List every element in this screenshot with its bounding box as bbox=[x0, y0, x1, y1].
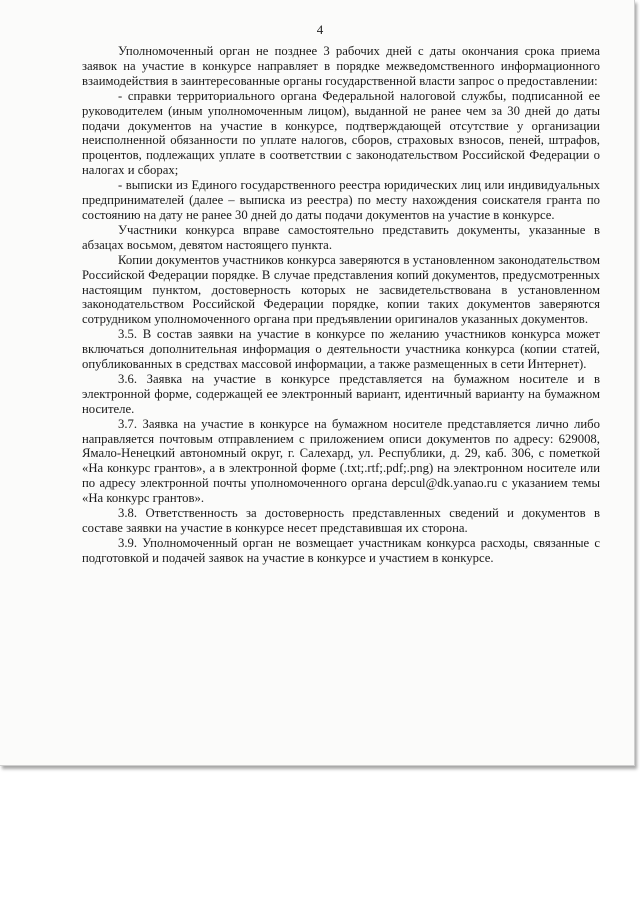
paragraph-copies-certification: Копии документов участников конкурса заверяются в установленном законодательством Российской Федерации порядке. В случае представления копий документов, предусмотренных настоящим пунктом, достоверность которых не засвидетельствована в установленном законодательством Российской Федерации порядке, копии таких документов заверяются сотрудником уполномоченного органа при предъявлении оригиналов указанных документов. bbox=[82, 252, 600, 327]
paragraph-clause-3-6: 3.6. Заявка на участие в конкурсе представляется на бумажном носителе и в электронной форме, содержащей ее электронный вариант, идентичный варианту на бумажном носителе. bbox=[82, 371, 600, 416]
paragraph-self-submission: Участники конкурса вправе самостоятельно представить документы, указанные в абзацах восьмом, девятом настоящего пункта. bbox=[82, 222, 600, 252]
document-body bbox=[82, 44, 600, 566]
paragraph-registry-extract-item: - выписки из Единого государственного реестра юридических лиц или индивидуальных предпринимателей (далее – выписка из реестра) по месту нахождения соискателя гранта по состоянию на дату не ранее 30 дней до даты подачи документов на участие в конкурсе. bbox=[82, 178, 600, 222]
paragraph-request-intro: Уполномоченный орган не позднее 3 рабочих дней с даты окончания срока приема заявок на участие в конкурсе направляет в порядке межведомственного информационного взаимодействия в заинтересованные органы государственной власти запрос о предоставлении: bbox=[82, 44, 600, 88]
paragraph-clause-3-9: 3.9. Уполномоченный орган не возмещает участникам конкурса расходы, связанные с подготовкой и подачей заявок на участие в конкурсе и участием в конкурсе. bbox=[82, 535, 600, 565]
paragraph-clause-3-7: 3.7. Заявка на участие в конкурсе на бумажном носителе представляется лично либо направляется почтовым отправлением с приложением описи документов по адресу: 629008, Ямало-Ненецкий автономный округ, г. Салехард, ул. Республики, д. 29, каб. 306, с пометкой «На конкурс грантов», а в электронной форме (.txt;.rtf;.pdf;.png) на электронном носителе или по адресу электронной почты уполномоченного органа depcul@dk.yanao.ru с указанием темы «На конкурс грантов». bbox=[82, 416, 600, 506]
paragraph-tax-certificate-item: - справки территориального органа Федеральной налоговой службы, подписанной ее руководителем (иным уполномоченным лицом), выданной не ранее чем за 30 дней до даты подачи документов на участие в конкурсе, подтверждающей отсутствие у организации неисполненной обязанности по уплате налогов, сборов, страховых взносов, пеней, штрафов, процентов, подлежащих уплате в соответствии с законодательством Российской Федерации о налогах и сборах; bbox=[82, 88, 600, 178]
page-number: 4 bbox=[316, 22, 324, 37]
paragraph-clause-3-8: 3.8. Ответственность за достоверность представленных сведений и документов в составе заявки на участие в конкурсе несет представившая их сторона. bbox=[82, 506, 600, 535]
paragraph-clause-3-5: 3.5. В состав заявки на участие в конкурсе по желанию участников конкурса может включаться дополнительная информация о деятельности участника конкурса (копии статей, опубликованных в средствах массовой информации, а также размещенных в сети Интернет). bbox=[82, 327, 600, 372]
